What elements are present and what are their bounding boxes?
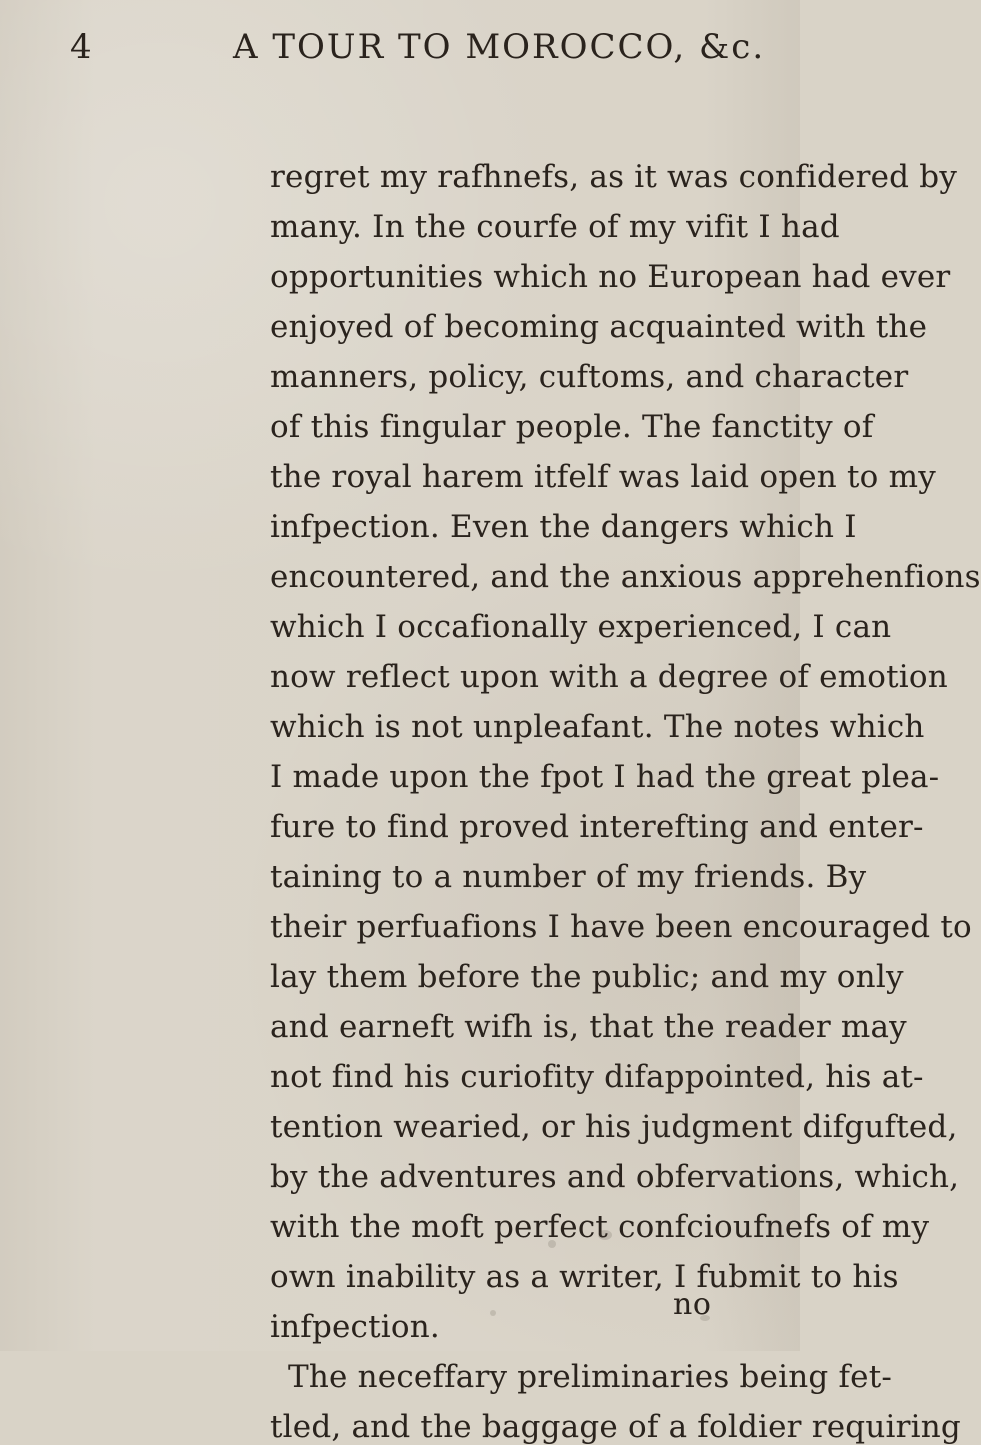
text-line: taining to a number of my friends. By <box>270 859 867 895</box>
text-line: by the adventures and obfervations, which, <box>270 1159 960 1195</box>
page-header <box>70 27 766 74</box>
text-line: of this fingular people. The fanctity of <box>270 409 874 445</box>
text-line: own inability as a writer, I fubmit to his <box>270 1259 899 1295</box>
text-line: not find his curiofity difappointed, his at- <box>270 1059 924 1095</box>
running-title: A TOUR TO MOROCCO, &c. <box>233 27 766 67</box>
text-line: encountered, and the anxious apprehenfions <box>270 559 981 595</box>
text-line: their perfuafions I have been encouraged to <box>270 909 972 945</box>
text-line: and earneft wifh is, that the reader may <box>270 1009 907 1045</box>
text-line: now reflect upon with a degree of emotion <box>270 659 948 695</box>
text-line: which is not unpleafant. The notes which <box>270 709 925 745</box>
text-line: The neceffary preliminaries being fet- <box>288 1359 893 1395</box>
paper-spot <box>700 1315 710 1321</box>
text-line: enjoyed of becoming acquainted with the <box>270 309 928 345</box>
text-line: manners, policy, cuftoms, and character <box>270 359 909 395</box>
text-line: lay them before the public; and my only <box>270 959 904 995</box>
text-line: tled, and the baggage of a foldier requiring <box>270 1409 961 1445</box>
text-line: many. In the courfe of my vifit I had <box>270 209 840 245</box>
paper-spot <box>598 1230 612 1240</box>
paper-spot <box>490 1310 496 1316</box>
text-line: fure to find proved interefting and enter- <box>270 809 924 845</box>
text-line: which I occafionally experienced, I can <box>270 609 892 645</box>
text-line: tention wearied, or his judgment difgufted, <box>270 1109 958 1145</box>
text-line: infpection. <box>270 1309 440 1345</box>
text-line: with the moft perfect confcioufnefs of my <box>270 1209 930 1245</box>
page-number: 4 <box>70 27 93 67</box>
catchword: no <box>673 1287 712 1322</box>
text-line: regret my rafhnefs, as it was confidered by <box>270 159 958 195</box>
text-line: the royal harem itfelf was laid open to my <box>270 459 936 495</box>
text-line: opportunities which no European had ever <box>270 259 951 295</box>
text-line: infpection. Even the dangers which I <box>270 509 857 545</box>
paper-spot <box>548 1240 556 1248</box>
text-line: I made upon the fpot I had the great plea- <box>270 759 940 795</box>
